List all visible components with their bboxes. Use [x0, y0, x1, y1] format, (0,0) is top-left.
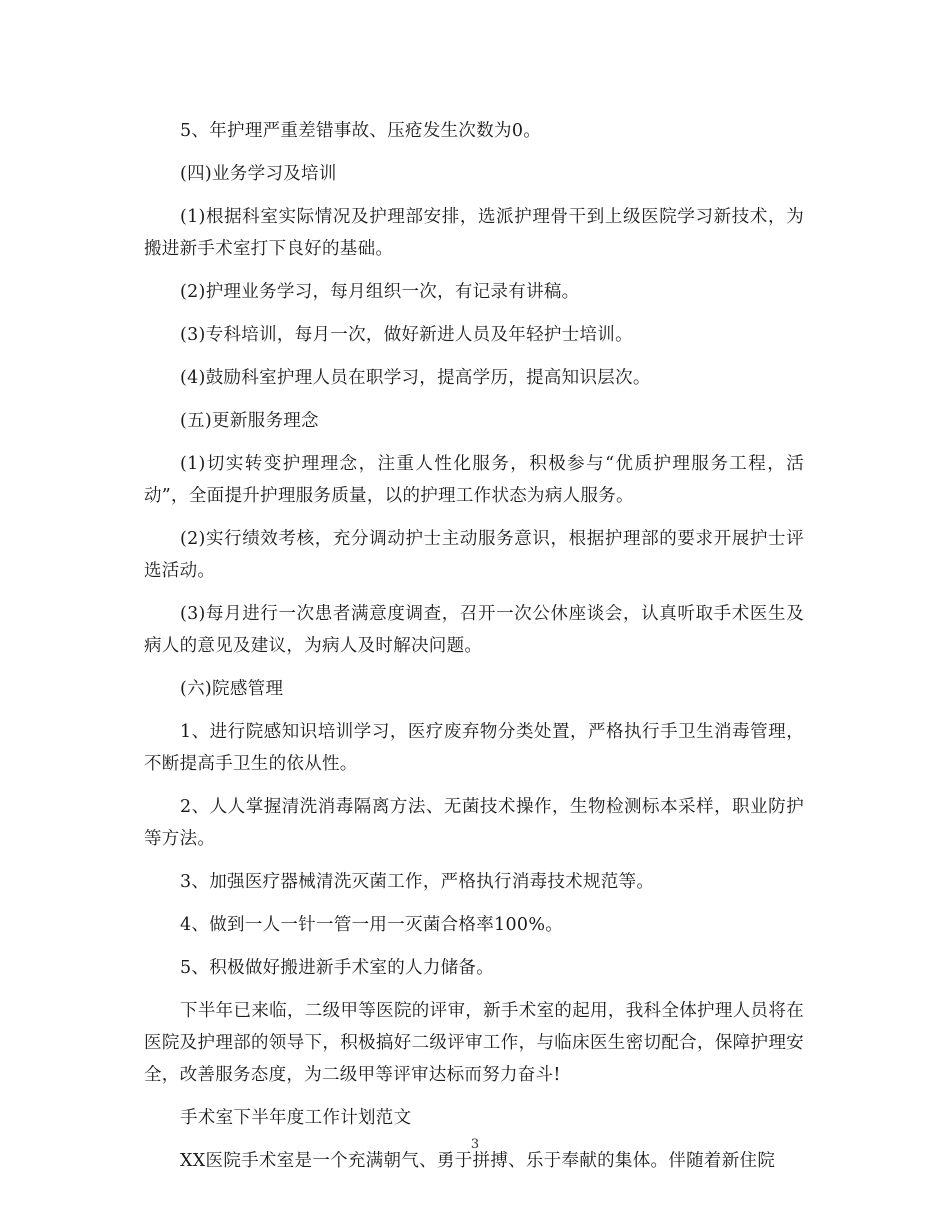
paragraph: (3)每月进行一次患者满意度调查，召开一次公休座谈会，认真听取手术医生及病人的意见及建议，为病人及时解决问题。: [144, 604, 804, 656]
paragraph: (2)实行绩效考核，充分调动护士主动服务意识，根据护理部的要求开展护士评选活动。: [144, 529, 804, 581]
paragraph: 下半年已来临，二级甲等医院的评审，新手术室的起用，我科全体护理人员将在医院及护理部的领导下，积极搞好二级评审工作，与临床医生密切配合，保障护理安全，改善服务态度，为二级甲等评审达标而努力奋斗!: [144, 1001, 804, 1085]
page-body: [144, 115, 804, 1188]
paragraph: 5、年护理严重差错事故、压疮发生次数为0。: [180, 121, 542, 141]
page-number: 3: [470, 1137, 480, 1152]
paragraph: (2)护理业务学习，每月组织一次，有记录有讲稿。: [180, 282, 580, 302]
paragraph: 1、进行院感知识培训学习，医疗废弃物分类处置，严格执行手卫生消毒管理，不断提高手卫生的依从性。: [144, 722, 804, 774]
section-heading: (四)业务学习及培训: [180, 164, 337, 184]
paragraph: 2、人人掌握清洗消毒隔离方法、无菌技术操作，生物检测标本采样，职业防护等方法。: [144, 797, 804, 849]
paragraph: (1)切实转变护理理念，注重人性化服务，积极参与“优质护理服务工程，活动”，全面提升护理服务质量，以的护理工作状态为病人服务。: [144, 454, 804, 506]
paragraph: (1)根据科室实际情况及护理部安排，选派护理骨干到上级医院学习新技术，为搬进新手术室打下良好的基础。: [144, 207, 804, 259]
paragraph: XX医院手术室是一个充满朝气、勇于拼搏、乐于奉献的集体。伴随着新住院: [180, 1151, 776, 1171]
paragraph: 4、做到一人一针一管一用一灭菌合格率100%。: [180, 915, 564, 935]
paragraph: 5、积极做好搬进新手术室的人力储备。: [180, 958, 495, 978]
section-heading: (六)院感管理: [180, 679, 284, 699]
article-title: 手术室下半年度工作计划范文: [180, 1108, 412, 1128]
paragraph: (4)鼓励科室护理人员在职学习，提高学历，提高知识层次。: [180, 368, 651, 388]
paragraph: (3)专科培训，每月一次，做好新进人员及年轻护士培训。: [180, 325, 633, 345]
section-heading: (五)更新服务理念: [180, 411, 319, 431]
paragraph: 3、加强医疗器械清洗灭菌工作，严格执行消毒技术规范等。: [180, 872, 655, 892]
